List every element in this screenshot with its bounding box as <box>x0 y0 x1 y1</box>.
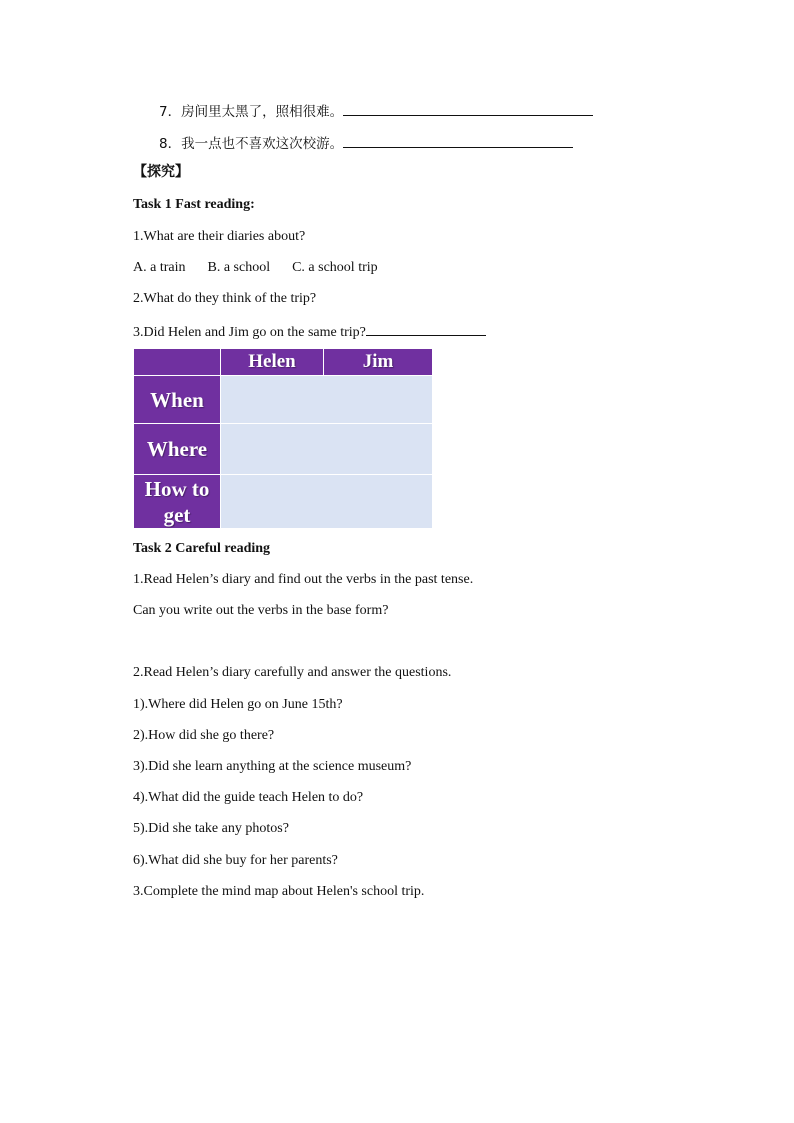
answer-blank-7[interactable] <box>343 101 593 116</box>
row-label-how-to-get: How to get <box>134 475 221 529</box>
task2-question-3: 3.Complete the mind map about Helen's school trip. <box>133 884 425 899</box>
translation-item-7-text: 7．房间里太黑了，照相很难。 <box>159 104 344 120</box>
task2-sub-question-5: 5).Did she take any photos? <box>133 821 289 836</box>
row-label-where: Where <box>134 424 221 475</box>
task1-question-3-text: 3.Did Helen and Jim go on the same trip? <box>133 325 366 340</box>
table-corner-cell <box>134 349 221 376</box>
task2-sub-question-1: 1).Where did Helen go on June 15th? <box>133 697 343 712</box>
translation-item-8 <box>159 133 573 153</box>
task2-title: Task 2 Careful reading <box>133 541 271 556</box>
option-b: B. a school <box>207 260 271 275</box>
explore-heading: 【探究】 <box>133 164 189 180</box>
answer-blank-8[interactable] <box>343 133 573 148</box>
table-header-row <box>134 349 433 376</box>
option-a: A. a train <box>133 260 186 275</box>
table-row <box>134 424 433 475</box>
answer-cell-how-to-get[interactable] <box>221 475 433 529</box>
task2-question-1-line-1: 1.Read Helen’s diary and find out the verbs in the past tense. <box>133 572 474 587</box>
table-row <box>134 475 433 529</box>
task1-options <box>133 259 400 277</box>
answer-cell-where[interactable] <box>221 424 433 475</box>
answer-cell-when[interactable] <box>221 376 433 424</box>
option-c: C. a school trip <box>292 260 378 275</box>
task2-question-1-line-2: Can you write out the verbs in the base form? <box>133 603 389 618</box>
trip-comparison-table <box>133 348 433 529</box>
task1-title: Task 1 Fast reading: <box>133 197 255 212</box>
task2-question-2: 2.Read Helen’s diary carefully and answer the questions. <box>133 665 452 680</box>
task1-question-1: 1.What are their diaries about? <box>133 229 306 244</box>
task2-sub-question-2: 2).How did she go there? <box>133 728 275 743</box>
translation-item-8-text: 8．我一点也不喜欢这次校游。 <box>159 136 344 152</box>
task2-sub-question-6: 6).What did she buy for her parents? <box>133 853 338 868</box>
table-row <box>134 376 433 424</box>
row-label-when: When <box>134 376 221 424</box>
column-header-jim: Jim <box>324 349 433 376</box>
answer-blank-q3[interactable] <box>366 321 486 336</box>
translation-item-7 <box>159 101 593 121</box>
column-header-helen: Helen <box>221 349 324 376</box>
task1-question-3 <box>133 321 486 342</box>
task2-sub-question-3: 3).Did she learn anything at the science museum? <box>133 759 412 774</box>
task1-question-2: 2.What do they think of the trip? <box>133 291 317 306</box>
task2-sub-question-4: 4).What did the guide teach Helen to do? <box>133 790 364 805</box>
